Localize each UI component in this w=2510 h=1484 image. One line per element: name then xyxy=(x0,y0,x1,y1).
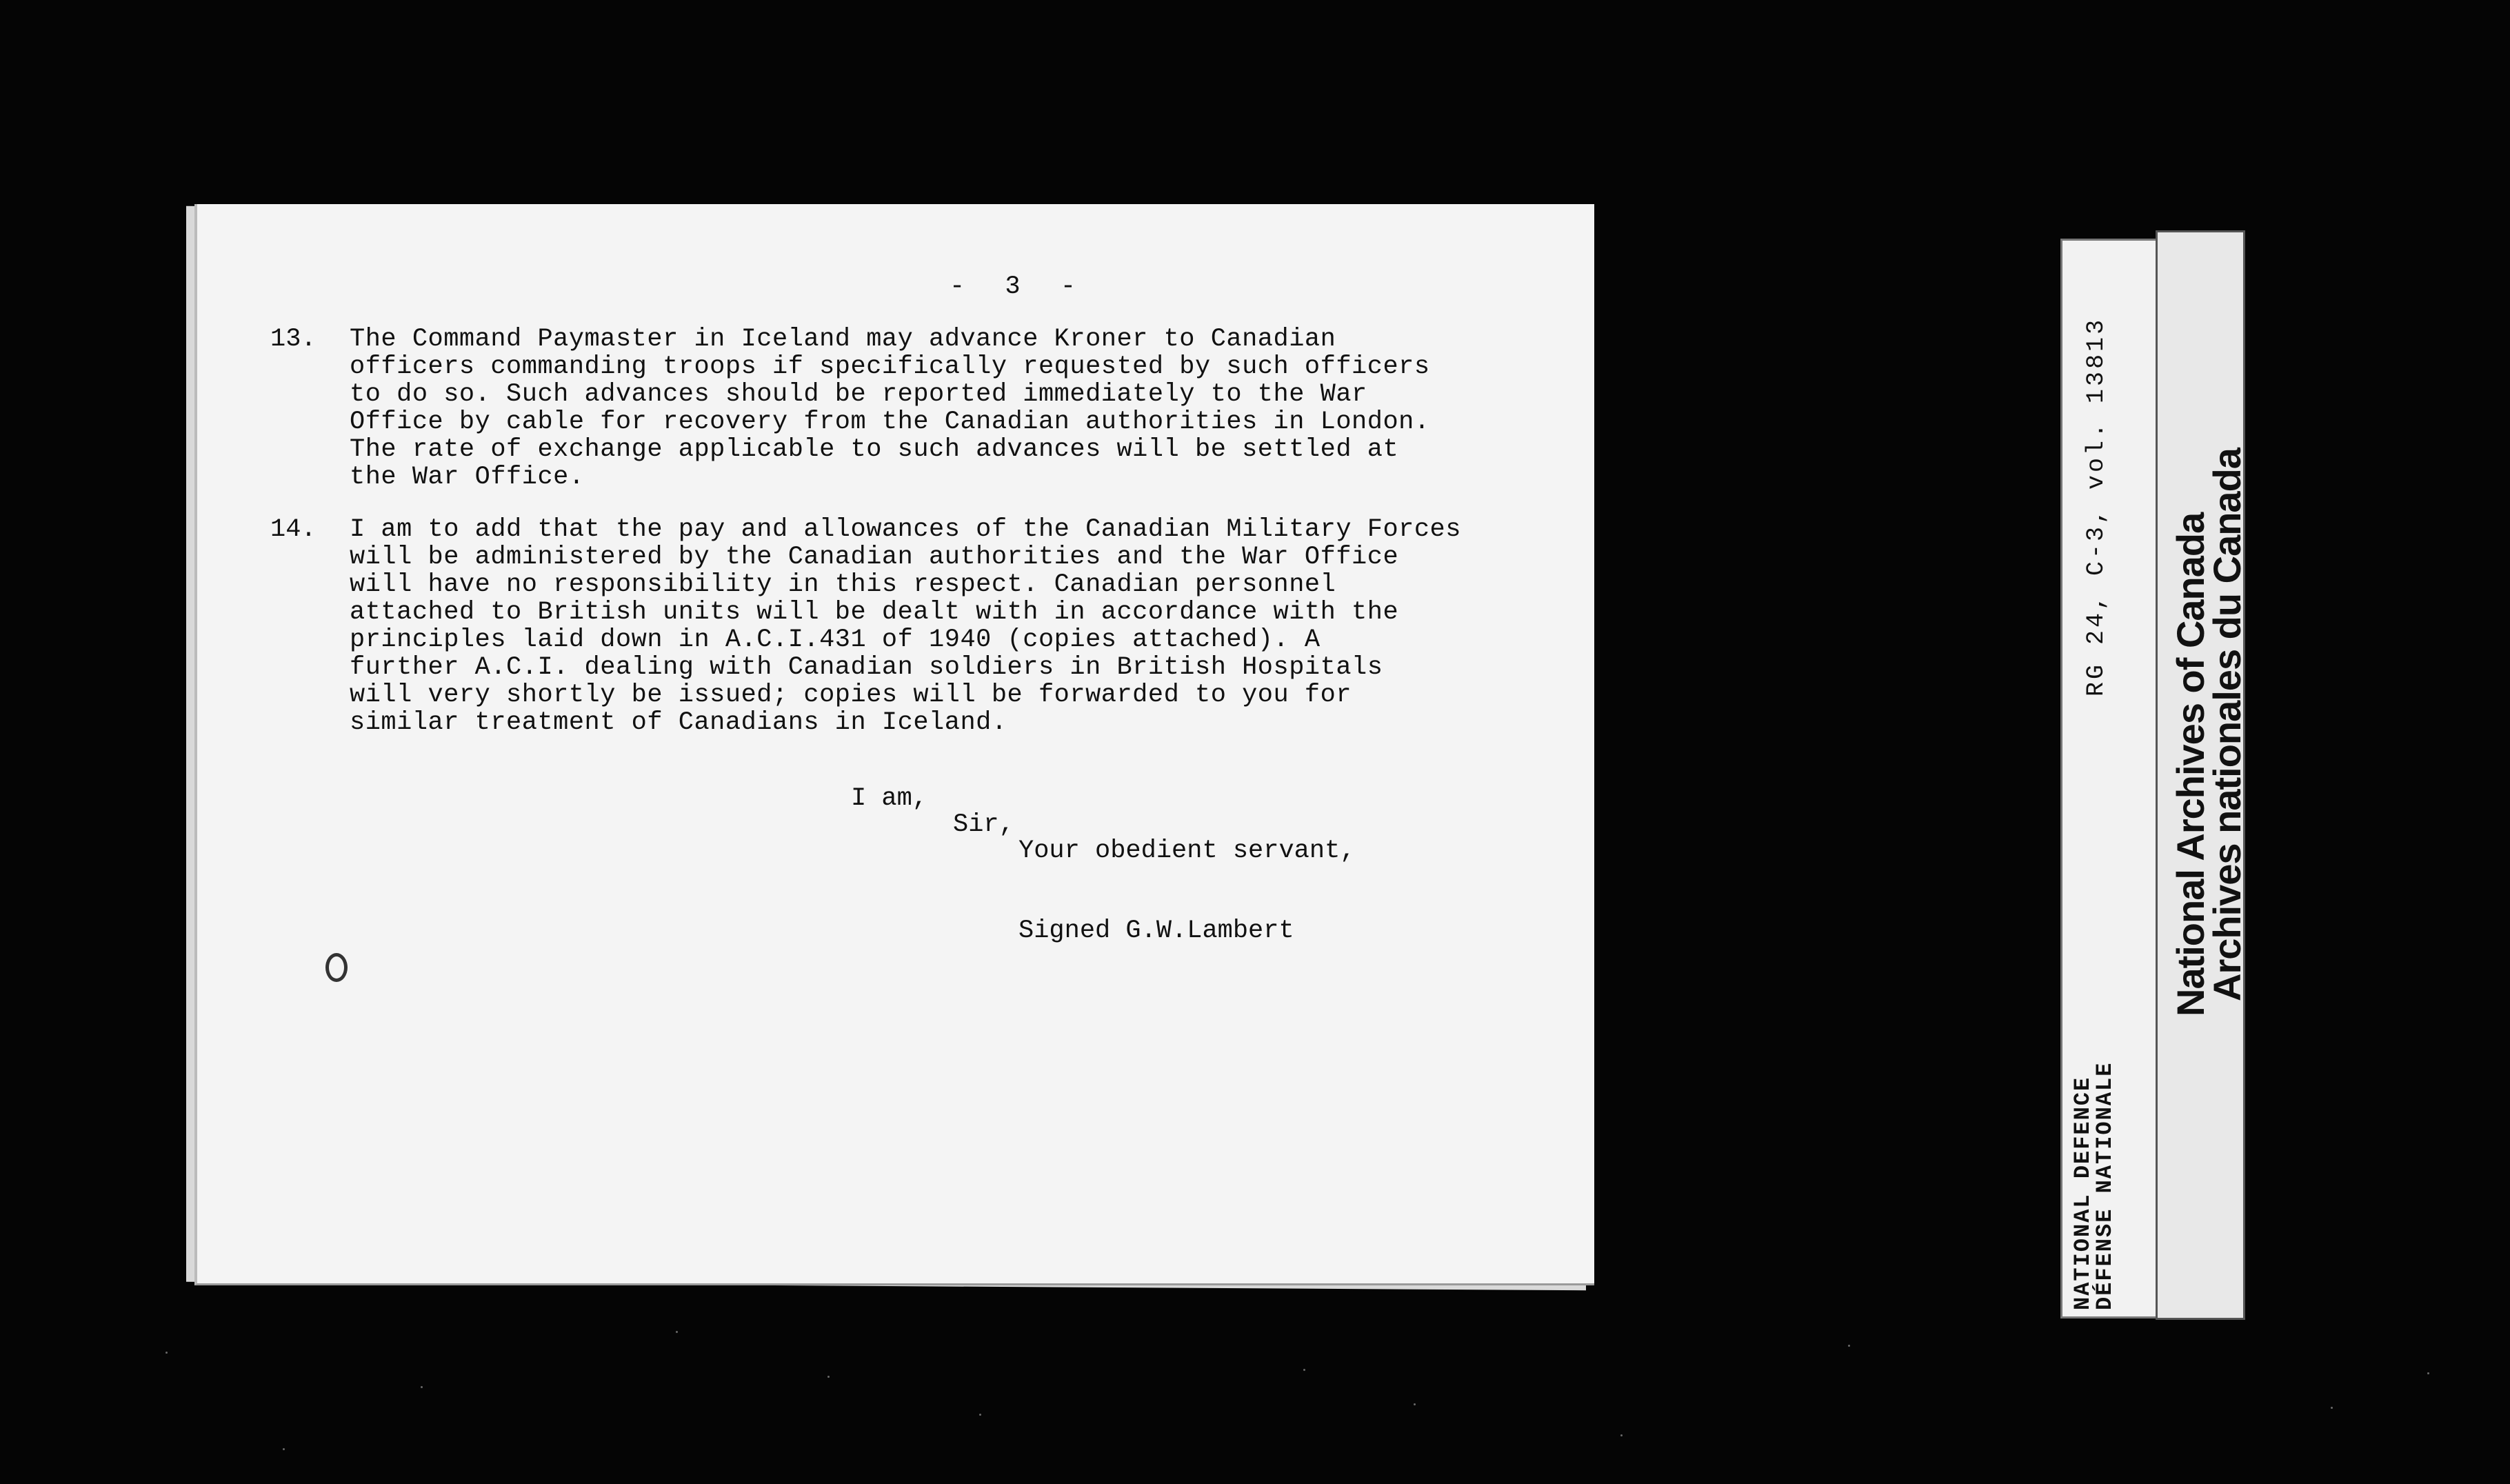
punch-hole-mark xyxy=(325,953,348,982)
closing-servant: Your obedient servant, xyxy=(1018,836,1356,865)
archives-name-en: National Archives of Canada xyxy=(2169,512,2212,1016)
signature-line: Signed G.W.Lambert xyxy=(1018,916,1294,945)
paragraph-number: 14. xyxy=(270,515,317,544)
paragraph-text: I am to add that the pay and allowances of the Canadian Military Forces will be administered by the Canadian authorities and the War Office will have no responsibility in this respect. Canadian personnel attached to British units will be dealt with in accordance with the principles laid down in A.C.I.431 of 1940 (copies attached). A further A.C.I. dealing with Canadian soldiers in British Hospitals will very shortly be issued; copies will be forwarded to you for similar treatment of Canadians in Iceland. xyxy=(350,515,1461,737)
document-page xyxy=(194,204,1594,1285)
paragraph-text: The Command Paymaster in Iceland may advance Kroner to Canadian officers commanding troops if specifically requested by such officers to do so. Such advances should be reported immediately to the War Office by cable for recovery from the Canadian authorities in London. The rate of exchange applicable to such advances will be settled at the War Office. xyxy=(350,325,1430,492)
archive-reference: RG 24, C-3, vol. 13813 xyxy=(2082,317,2110,696)
department-fr: DÉFENSE NATIONALE xyxy=(2092,1061,2118,1310)
archives-name-fr: Archives nationales du Canada xyxy=(2205,448,2249,1001)
page-number: - 3 - xyxy=(950,272,1089,301)
closing-i-am: I am, xyxy=(851,784,928,813)
department-en: NATIONAL DEFENCE xyxy=(2070,1076,2096,1310)
paragraph-number: 13. xyxy=(270,325,317,354)
closing-salutation: Sir, xyxy=(953,810,1014,839)
